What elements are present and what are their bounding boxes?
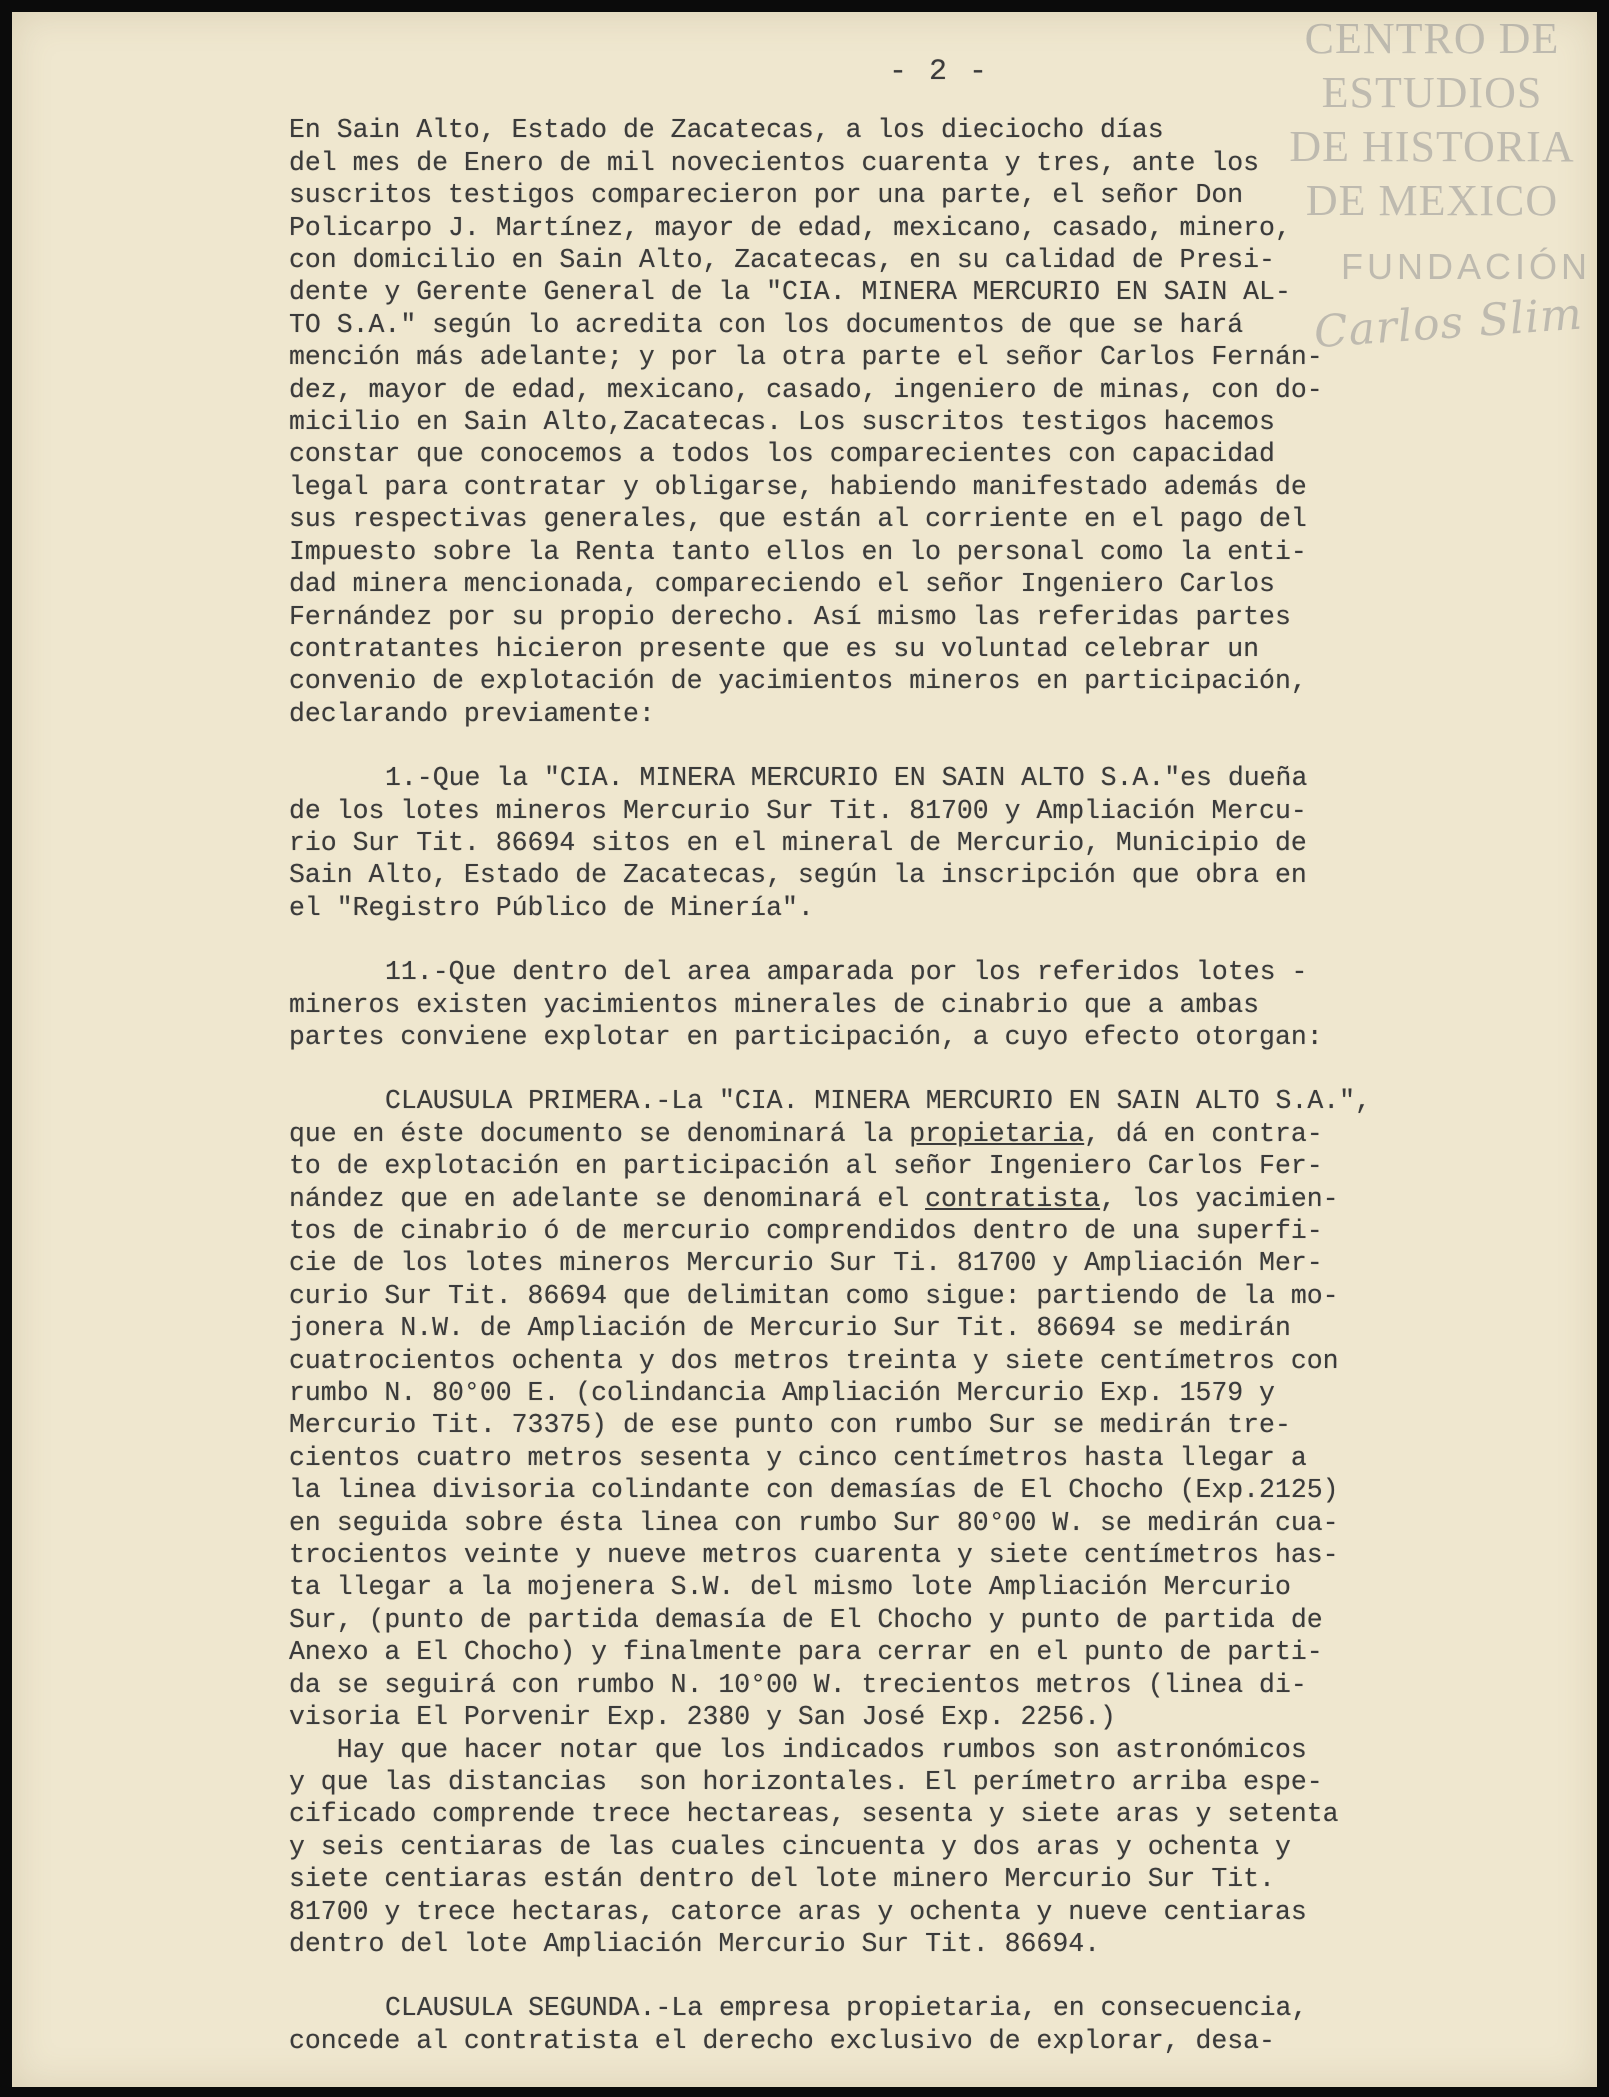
watermark-line: DE MEXICO <box>1305 176 1559 225</box>
text-line: dente y Gerente General de la "CIA. MINERA MERCURIO EN SAIN AL- <box>289 277 1291 308</box>
text-line: dad minera mencionada, compareciendo el señor Ingeniero Carlos <box>289 569 1275 600</box>
text-line: 11.-Que dentro del area amparada por los referidos lotes - <box>385 957 1308 988</box>
text-line: siete centiaras están dentro del lote minero Mercurio Sur Tit. <box>289 1864 1275 1895</box>
text-line: Policarpo J. Martínez, mayor de edad, mexicano, casado, minero, <box>289 212 1291 243</box>
text-line: dez, mayor de edad, mexicano, casado, ingeniero de minas, con do- <box>289 374 1323 405</box>
watermark-line: CENTRO DE <box>1304 14 1560 63</box>
text-line: TO S.A." según lo acredita con los documentos de que se hará <box>289 309 1244 340</box>
term-propietaria: propietaria <box>909 1118 1085 1149</box>
text-line: y seis centiaras de las cuales cincuenta y dos aras y ochenta y <box>289 1831 1291 1862</box>
text-line: partes conviene explotar en participación, a cuyo efecto otorgan: <box>289 1021 1323 1052</box>
watermark-foundation: FUNDACIÓN <box>1341 246 1591 287</box>
text-line: CLAUSULA PRIMERA.-La "CIA. MINERA MERCURIO EN SAIN ALTO S.A.", <box>385 1086 1371 1117</box>
text-line: constar que conocemos a todos los comparecientes con capacidad <box>289 439 1275 470</box>
text-line: trocientos veinte y nueve metros cuarenta y siete centímetros has- <box>289 1540 1339 1571</box>
text-line: cificado comprende trece hectareas, sesenta y siete aras y setenta <box>289 1799 1339 1830</box>
text-line: 1.-Que la "CIA. MINERA MERCURIO EN SAIN ALTO S.A."es dueña <box>385 763 1308 794</box>
text-line: dentro del lote Ampliación Mercurio Sur Tit. 86694. <box>289 1928 1101 1959</box>
watermark-line: ESTUDIOS <box>1321 68 1543 117</box>
term-contratista: contratista <box>925 1183 1101 1214</box>
intro-paragraph <box>289 114 1549 730</box>
point-two-paragraph <box>289 956 1549 1053</box>
text-line: CLAUSULA SEGUNDA.-La empresa propietaria, en consecuencia, <box>385 1993 1308 2024</box>
text-line: el "Registro Público de Minería". <box>289 892 814 923</box>
text-line: con domicilio en Sain Alto, Zacatecas, en su calidad de Presi- <box>289 245 1275 276</box>
text-line: convenio de explotación de yacimientos mineros en participación, <box>289 666 1307 697</box>
text-line: tos de cinabrio ó de mercurio comprendidos dentro de una superfi- <box>289 1216 1323 1246</box>
text-line: contratantes hicieron presente que es su voluntad celebrar un <box>289 633 1260 664</box>
text-line: micilio en Sain Alto,Zacatecas. Los suscritos testigos hacemos <box>289 407 1275 438</box>
page-number: - 2 - <box>888 55 989 89</box>
text-line: nández que en adelante se denominará el contratista, los yacimien- <box>289 1183 1339 1214</box>
text-line: suscritos testigos comparecieron por una parte, el señor Don <box>289 180 1244 211</box>
text-line: mención más adelante; y por la otra parte el señor Carlos Fernán- <box>289 342 1323 373</box>
text-line: concede al contratista el derecho exclusivo de explorar, desa- <box>289 2025 1275 2056</box>
text-line: Anexo a El Chocho) y finalmente para cerrar en el punto de parti- <box>289 1637 1323 1668</box>
text-line: que en éste documento se denominará la propietaria, dá en contra- <box>289 1118 1323 1149</box>
text-line: Mercurio Tit. 73375) de ese punto con rumbo Sur se medirán tre- <box>289 1410 1291 1441</box>
clause-two-paragraph <box>289 1992 1549 2057</box>
text-line: curio Sur Tit. 86694 que delimitan como sigue: partiendo de la mo- <box>289 1280 1339 1311</box>
text-line: to de explotación en participación al señor Ingeniero Carlos Fer- <box>289 1151 1323 1182</box>
text-line: cie de los lotes mineros Mercurio Sur Ti. 81700 y Ampliación Mer- <box>289 1248 1323 1279</box>
text-line: del mes de Enero de mil novecientos cuarenta y tres, ante los <box>289 147 1260 178</box>
text-line: cuatrocientos ochenta y dos metros treinta y siete centímetros con <box>289 1345 1339 1376</box>
text-line: 81700 y trece hectaras, catorce aras y ochenta y nueve centiaras <box>289 1896 1307 1927</box>
text-line: rio Sur Tit. 86694 sitos en el mineral de Mercurio, Municipio de <box>289 827 1307 858</box>
text-line: Sur, (punto de partida demasía de El Chocho y punto de partida de <box>289 1604 1323 1635</box>
text-line: Fernández por su propio derecho. Así mismo las referidas partes <box>289 601 1291 632</box>
text-line: en seguida sobre ésta linea con rumbo Sur 80°00 W. se medirán cua- <box>289 1507 1339 1538</box>
text-line: rumbo N. 80°00 E. (colindancia Ampliación Mercurio Exp. 1579 y <box>289 1378 1275 1409</box>
text-line: y que las distancias son horizontales. El perímetro arriba espe- <box>289 1766 1323 1797</box>
text-line: da se seguirá con rumbo N. 10°00 W. trecientos metros (linea di- <box>289 1669 1307 1700</box>
text-line: mineros existen yacimientos minerales de cinabrio que a ambas <box>289 989 1260 1020</box>
text-line: Sain Alto, Estado de Zacatecas, según la inscripción que obra en <box>289 860 1307 891</box>
clause-one-paragraph <box>289 1085 1549 1960</box>
text-line: ta llegar a la mojenera S.W. del mismo lote Ampliación Mercurio <box>289 1572 1291 1603</box>
text-line: legal para contratar y obligarse, habiendo manifestado además de <box>289 471 1307 502</box>
text-line: Impuesto sobre la Renta tanto ellos en lo personal como la enti- <box>289 536 1307 567</box>
text-line: sus respectivas generales, que están al corriente en el pago del <box>289 504 1307 535</box>
text-line: Hay que hacer notar que los indicados rumbos son astronómicos <box>289 1734 1307 1765</box>
text-line: declarando previamente: <box>289 698 655 729</box>
watermark-signature: Carlos Slim <box>1312 288 1585 359</box>
text-line: la linea divisoria colindante con demasías de El Chocho (Exp.2125) <box>289 1475 1339 1506</box>
document-page <box>12 12 1597 2087</box>
text-line: cientos cuatro metros sesenta y cinco centímetros hasta llegar a <box>289 1442 1307 1473</box>
typed-text-body <box>289 56 1549 2057</box>
point-one-paragraph <box>289 762 1549 924</box>
text-line: de los lotes mineros Mercurio Sur Tit. 81700 y Ampliación Mercu- <box>289 795 1307 826</box>
text-line: En Sain Alto, Estado de Zacatecas, a los dieciocho días <box>289 115 1164 146</box>
watermark-line: DE HISTORIA <box>1289 122 1575 171</box>
text-line: visoria El Porvenir Exp. 2380 y San José Exp. 2256.) <box>289 1702 1116 1733</box>
text-line: jonera N.W. de Ampliación de Mercurio Sur Tit. 86694 se medirán <box>289 1313 1291 1344</box>
